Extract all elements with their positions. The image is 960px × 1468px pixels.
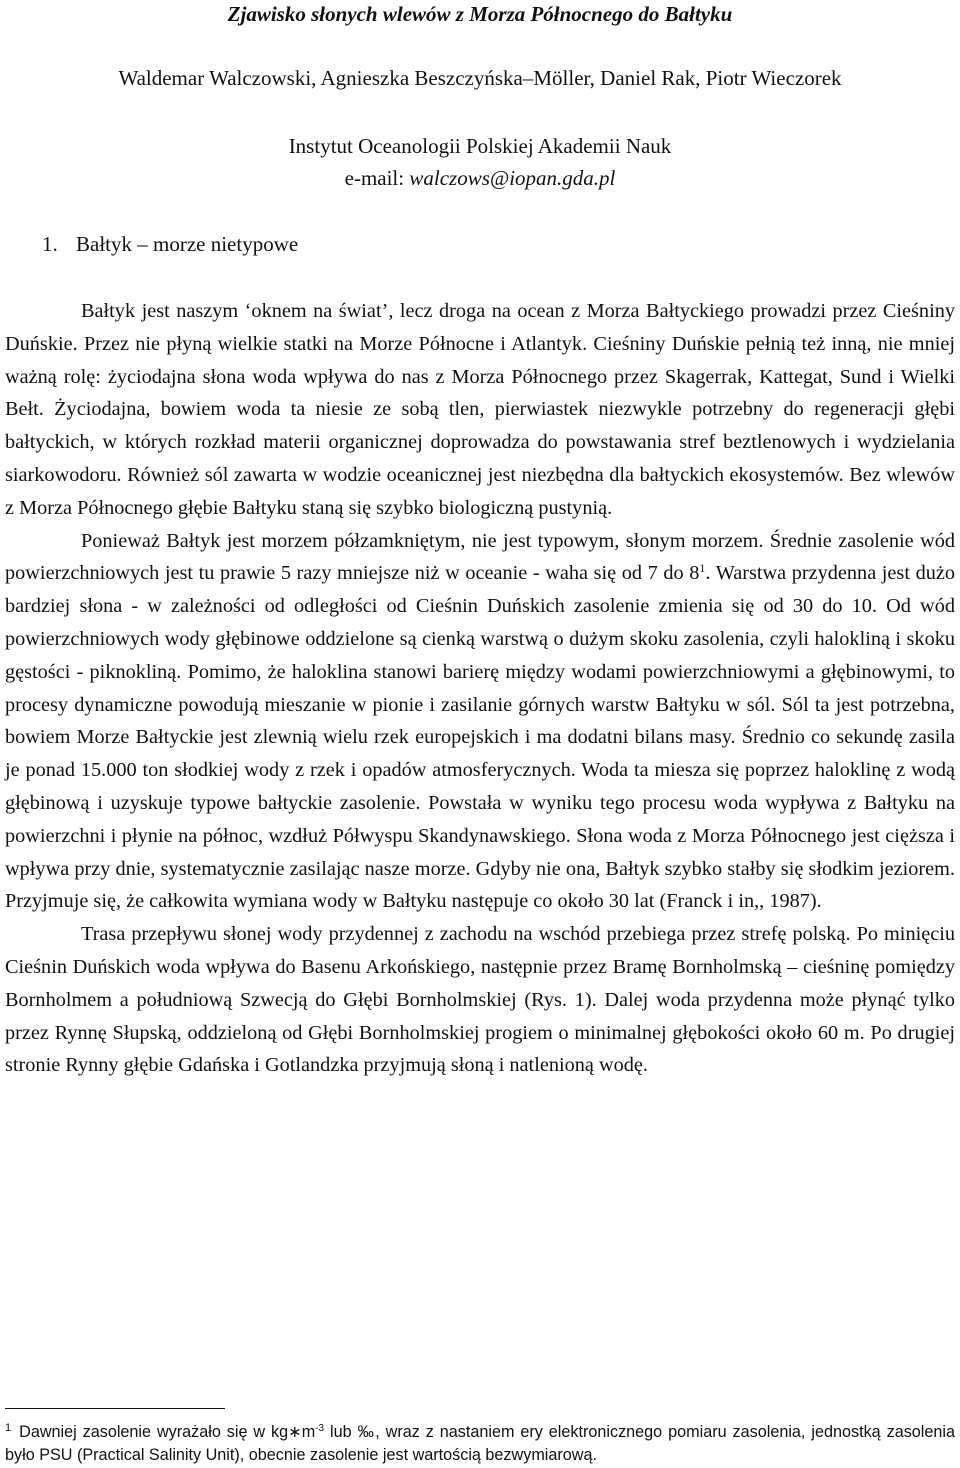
author-list: Waldemar Walczowski, Agnieszka Beszczyńska–Möller, Daniel Rak, Piotr Wieczorek [118, 66, 842, 90]
body-text [5, 295, 955, 1082]
section-title: Bałtyk – morze nietypowe [76, 232, 299, 256]
section-number: 1. [42, 232, 58, 256]
institution-name: Instytut Oceanologii Polskiej Akademii Nauk [288, 134, 672, 158]
footnote-superscript: -3 [315, 1423, 325, 1434]
document-title: Zjawisko słonych wlewów z Morza Północnego do Bałtyku [227, 2, 733, 26]
email-address: walczows@iopan.gda.pl [409, 166, 616, 190]
footnote-text: Dawniej zasolenie wyrażało się w kg∗m [19, 1423, 316, 1441]
section-heading [42, 230, 298, 258]
paragraph [5, 918, 955, 1082]
paragraph-text: Trasa przepływu słonej wody przydennej z zachodu na wschód przebiega przez strefę polską. Po minięciu Cieśnin Duńskich woda wpływa do Basenu Arkońskiego, następnie przez Bramę Bornholmską – cieśninę pomiędzy Bornholmem a południową Szwecją do Głębi Bornholmskiej (Rys. 1). Dalej woda przydenna może płynąć tylko przez Rynnę Słupską, oddzieloną od Głębi Bornholmskiej progiem o minimalnej głębokości około 60 m. Po drugiej stronie Rynny głębie Gdańska i Gotlandzka przyjmują słoną i natlenioną wodę. [5, 923, 955, 1077]
paragraph-text: Ponieważ Bałtyk jest morzem półzamkniętym, nie jest typowym, słonym morzem. Średnie zasolenie wód powierzchniowych jest tu prawie 5 razy mniejsze niż w oceanie - waha się od 7 do 8 [5, 529, 955, 585]
email-label: e-mail: [344, 166, 410, 190]
paragraph [5, 295, 955, 525]
paragraph [5, 525, 955, 919]
footnote-reference[interactable]: 1 [699, 561, 706, 576]
footnote-text: lub ‰, wraz z nastaniem ery elektronicznego pomiaru zasolenia, jednostką zasolenia było PSU (Practical Salinity Unit), obecnie zasolenie jest wartością bezwymiarową. [5, 1423, 955, 1464]
footnote-marker: 1 [5, 1422, 12, 1434]
paragraph-text: . Warstwa przydenna jest dużo bardziej słona - w zależności od odległości od Cieśnin Duńskich zasolenie zmienia się od 30 do 10. Od wód powierzchniowych wody głębinowe oddzielone są cienką warstwą o dużym skoku zasolenia, czyli halokliną i skoku gęstości - piknokliną. Pomimo, że haloklina stanowi barierę między wodami powierzchniowymi a głębinowymi, to procesy dynamiczne powodują mieszanie w pionie i zasilanie górnych warstw Bałtyku w sól. Sól ta jest potrzebna, bowiem Morze Bałtyckie jest zlewnią wielu rzek europejskich i ma dodatni bilans masy. Średnio co sekundę zasila je ponad 15.000 ton słodkiej wody z rzek i opadów atmosferycznych. Woda ta miesza się poprzez haloklinę z wodą głębinową i uzyskuje typowe bałtyckie zasolenie. Powstała w wyniku tego procesu woda wypływa z Bałtyku na powierzchni i płynie na północ, wzdłuż Półwyspu Skandynawskiego. Słona woda z Morza Północnego jest cięższa i wpływa przy dnie, systematycznie zasilając nasze morze. Gdyby nie ona, Bałtyk szybko stałby się słodkim jeziorem. Przyjmuje się, że całkowita wymiana wody w Bałtyku następuje co około 30 lat (Franck i in,, 1987). [5, 562, 955, 913]
affiliation-block [0, 130, 960, 194]
footnote-divider [5, 1408, 225, 1409]
paragraph-text: Bałtyk jest naszym ‘oknem na świat’, lecz droga na ocean z Morza Bałtyckiego prowadzi przez Cieśniny Duńskie. Przez nie płyną wielkie statki na Morze Północne i Atlantyk. Cieśniny Duńskie pełnią też inną, nie mniej ważną rolę: życiodajna słona woda wpływa do nas z Morza Północnego przez Skagerrak, Kattegat, Sund i Wielki Bełt. Życiodajna, bowiem woda ta niesie ze sobą tlen, pierwiastek niezwykle potrzebny do regeneracji głębi bałtyckich, w których rozkład materii organicznej doprowadza do powstawania stref beztlenowych i wydzielania siarkowodoru. Również sól zawarta w wodzie oceanicznej jest niezbędna dla bałtyckich ekosystemów. Bez wlewów z Morza Północnego głębie Bałtyku staną się szybko biologiczną pustynią. [5, 300, 955, 519]
email-line [0, 162, 960, 194]
footnote [5, 1421, 955, 1467]
